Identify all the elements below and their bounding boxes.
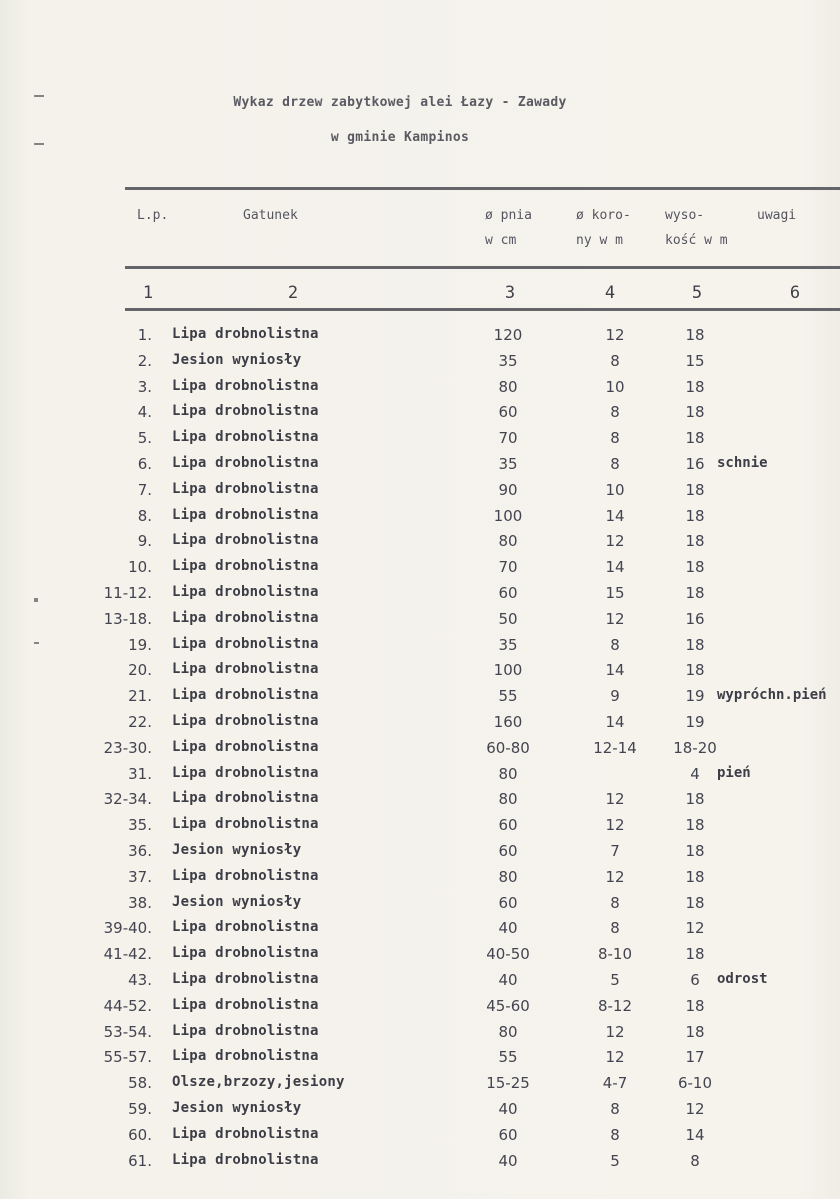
table-row <box>0 352 840 378</box>
height-cell: 18 <box>685 894 705 912</box>
row-number: 58. <box>128 1074 152 1092</box>
row-number: 60. <box>128 1126 152 1144</box>
remarks-cell: wypróchn.pień <box>717 687 827 703</box>
height-cell: 18 <box>685 584 705 602</box>
trunk-diameter-cell: 40 <box>498 1152 518 1170</box>
trunk-diameter-cell: 35 <box>498 352 518 370</box>
row-number: 61. <box>128 1152 152 1170</box>
crown-diameter-cell: 12 <box>605 1023 625 1041</box>
crown-diameter-cell: 8 <box>610 894 620 912</box>
trunk-diameter-cell: 35 <box>498 636 518 654</box>
table-row <box>0 816 840 842</box>
species-cell: Lipa drobnolistna <box>172 1126 319 1142</box>
trunk-diameter-cell: 60 <box>498 842 518 860</box>
table-row <box>0 1126 840 1152</box>
row-number: 23-30. <box>103 739 152 757</box>
height-cell: 18-20 <box>673 739 717 757</box>
species-cell: Jesion wyniosły <box>172 352 302 368</box>
header-pien-line1: ø pnia <box>485 208 532 223</box>
column-numbers-rule <box>125 308 840 311</box>
trunk-diameter-cell: 120 <box>493 326 523 344</box>
row-number: 10. <box>128 558 152 576</box>
remarks-cell: odrost <box>717 971 768 987</box>
header-wysokosc-line2: kość w m <box>665 233 728 248</box>
height-cell: 18 <box>685 326 705 344</box>
crown-diameter-cell: 5 <box>610 1152 620 1170</box>
crown-diameter-cell: 10 <box>605 378 625 396</box>
height-cell: 19 <box>685 687 705 705</box>
table-row <box>0 636 840 662</box>
height-cell: 18 <box>685 945 705 963</box>
row-number: 36. <box>128 842 152 860</box>
table-row <box>0 532 840 558</box>
trunk-diameter-cell: 60 <box>498 403 518 421</box>
trunk-diameter-cell: 80 <box>498 868 518 886</box>
crown-diameter-cell: 4-7 <box>602 1074 628 1092</box>
table-row <box>0 868 840 894</box>
height-cell: 18 <box>685 507 705 525</box>
table-row <box>0 894 840 920</box>
species-cell: Lipa drobnolistna <box>172 945 319 961</box>
table-row <box>0 997 840 1023</box>
column-number: 4 <box>604 283 616 303</box>
crown-diameter-cell: 14 <box>605 661 625 679</box>
crown-diameter-cell: 8 <box>610 403 620 421</box>
row-number: 3. <box>137 378 152 396</box>
species-cell: Lipa drobnolistna <box>172 868 319 884</box>
species-cell: Jesion wyniosły <box>172 842 302 858</box>
trunk-diameter-cell: 50 <box>498 610 518 628</box>
height-cell: 18 <box>685 481 705 499</box>
species-cell: Lipa drobnolistna <box>172 507 319 523</box>
trunk-diameter-cell: 60-80 <box>486 739 530 757</box>
height-cell: 18 <box>685 997 705 1015</box>
table-row <box>0 326 840 352</box>
header-lp: L.p. <box>137 208 169 223</box>
trunk-diameter-cell: 40 <box>498 919 518 937</box>
table-row <box>0 429 840 455</box>
species-cell: Lipa drobnolistna <box>172 687 319 703</box>
table-row <box>0 455 840 481</box>
species-cell: Lipa drobnolistna <box>172 790 319 806</box>
row-number: 55-57. <box>103 1048 152 1066</box>
trunk-diameter-cell: 100 <box>493 507 523 525</box>
species-cell: Lipa drobnolistna <box>172 661 319 677</box>
species-cell: Lipa drobnolistna <box>172 558 319 574</box>
crown-diameter-cell: 8 <box>610 429 620 447</box>
crown-diameter-cell: 8 <box>610 636 620 654</box>
crown-diameter-cell: 5 <box>610 971 620 989</box>
trunk-diameter-cell: 40-50 <box>486 945 530 963</box>
species-cell: Lipa drobnolistna <box>172 378 319 394</box>
crown-diameter-cell: 8 <box>610 352 620 370</box>
row-number: 38. <box>128 894 152 912</box>
height-cell: 17 <box>685 1048 705 1066</box>
row-number: 13-18. <box>103 610 152 628</box>
row-number: 7. <box>137 481 152 499</box>
height-cell: 18 <box>685 1023 705 1041</box>
trunk-diameter-cell: 55 <box>498 1048 518 1066</box>
table-row <box>0 1048 840 1074</box>
table-row <box>0 687 840 713</box>
height-cell: 16 <box>685 455 705 473</box>
row-number: 39-40. <box>103 919 152 937</box>
row-number: 6. <box>137 455 152 473</box>
species-cell: Lipa drobnolistna <box>172 636 319 652</box>
row-number: 8. <box>137 507 152 525</box>
crown-diameter-cell: 8 <box>610 1100 620 1118</box>
table-row <box>0 842 840 868</box>
row-number: 41-42. <box>103 945 152 963</box>
trunk-diameter-cell: 60 <box>498 1126 518 1144</box>
table-row <box>0 713 840 739</box>
height-cell: 18 <box>685 842 705 860</box>
trunk-diameter-cell: 70 <box>498 429 518 447</box>
species-cell: Lipa drobnolistna <box>172 481 319 497</box>
height-cell: 14 <box>685 1126 705 1144</box>
trunk-diameter-cell: 90 <box>498 481 518 499</box>
table-row <box>0 765 840 791</box>
species-cell: Lipa drobnolistna <box>172 403 319 419</box>
height-cell: 18 <box>685 636 705 654</box>
crown-diameter-cell: 12 <box>605 610 625 628</box>
species-cell: Jesion wyniosły <box>172 1100 302 1116</box>
row-number: 9. <box>137 532 152 550</box>
header-korona-line1: ø koro- <box>576 208 631 223</box>
table-row <box>0 610 840 636</box>
row-number: 43. <box>128 971 152 989</box>
row-number: 20. <box>128 661 152 679</box>
trunk-diameter-cell: 40 <box>498 1100 518 1118</box>
table-row <box>0 1023 840 1049</box>
table-row <box>0 739 840 765</box>
species-cell: Lipa drobnolistna <box>172 919 319 935</box>
row-number: 53-54. <box>103 1023 152 1041</box>
table-row <box>0 1100 840 1126</box>
crown-diameter-cell: 12 <box>605 1048 625 1066</box>
crown-diameter-cell: 7 <box>610 842 620 860</box>
height-cell: 18 <box>685 429 705 447</box>
row-number: 11-12. <box>103 584 152 602</box>
height-cell: 15 <box>685 352 705 370</box>
trunk-diameter-cell: 55 <box>498 687 518 705</box>
species-cell: Lipa drobnolistna <box>172 971 319 987</box>
height-cell: 6 <box>690 971 700 989</box>
species-cell: Lipa drobnolistna <box>172 584 319 600</box>
crown-diameter-cell: 8 <box>610 455 620 473</box>
species-cell: Lipa drobnolistna <box>172 765 319 781</box>
species-cell: Lipa drobnolistna <box>172 429 319 445</box>
crown-diameter-cell: 15 <box>605 584 625 602</box>
remarks-cell: pień <box>717 765 751 781</box>
row-number: 2. <box>137 352 152 370</box>
table-top-rule <box>125 187 840 190</box>
species-cell: Olsze,brzozy,jesiony <box>172 1074 345 1090</box>
document-subtitle: w gminie Kampinos <box>330 130 470 145</box>
height-cell: 18 <box>685 403 705 421</box>
trunk-diameter-cell: 160 <box>493 713 523 731</box>
crown-diameter-cell: 12-14 <box>593 739 637 757</box>
column-number: 5 <box>691 283 703 303</box>
species-cell: Lipa drobnolistna <box>172 455 319 471</box>
table-row <box>0 403 840 429</box>
trunk-diameter-cell: 45-60 <box>486 997 530 1015</box>
height-cell: 16 <box>685 610 705 628</box>
height-cell: 19 <box>685 713 705 731</box>
row-number: 32-34. <box>103 790 152 808</box>
height-cell: 18 <box>685 378 705 396</box>
crown-diameter-cell: 12 <box>605 790 625 808</box>
table-row <box>0 558 840 584</box>
crown-diameter-cell: 8-10 <box>597 945 633 963</box>
table-row <box>0 1074 840 1100</box>
height-cell: 18 <box>685 868 705 886</box>
crown-diameter-cell: 14 <box>605 713 625 731</box>
species-cell: Lipa drobnolistna <box>172 997 319 1013</box>
height-cell: 12 <box>685 1100 705 1118</box>
row-number: 59. <box>128 1100 152 1118</box>
trunk-diameter-cell: 60 <box>498 584 518 602</box>
species-cell: Lipa drobnolistna <box>172 1048 319 1064</box>
trunk-diameter-cell: 35 <box>498 455 518 473</box>
trunk-diameter-cell: 40 <box>498 971 518 989</box>
table-row <box>0 790 840 816</box>
species-cell: Lipa drobnolistna <box>172 532 319 548</box>
species-cell: Lipa drobnolistna <box>172 816 319 832</box>
row-number: 44-52. <box>103 997 152 1015</box>
trunk-diameter-cell: 80 <box>498 378 518 396</box>
species-cell: Lipa drobnolistna <box>172 1023 319 1039</box>
crown-diameter-cell: 14 <box>605 558 625 576</box>
height-cell: 12 <box>685 919 705 937</box>
row-number: 35. <box>128 816 152 834</box>
crown-diameter-cell: 8 <box>610 919 620 937</box>
species-cell: Jesion wyniosły <box>172 894 302 910</box>
species-cell: Lipa drobnolistna <box>172 326 319 342</box>
column-number: 3 <box>504 283 516 303</box>
column-number: 1 <box>142 283 154 303</box>
species-cell: Lipa drobnolistna <box>172 610 319 626</box>
species-cell: Lipa drobnolistna <box>172 713 319 729</box>
header-pien-line2: w cm <box>485 233 517 248</box>
row-number: 22. <box>128 713 152 731</box>
table-row <box>0 661 840 687</box>
height-cell: 4 <box>690 765 700 783</box>
trunk-diameter-cell: 80 <box>498 790 518 808</box>
trunk-diameter-cell: 80 <box>498 532 518 550</box>
column-number: 2 <box>287 283 299 303</box>
trunk-diameter-cell: 80 <box>498 1023 518 1041</box>
height-cell: 18 <box>685 661 705 679</box>
table-row <box>0 945 840 971</box>
height-cell: 18 <box>685 532 705 550</box>
column-number: 6 <box>789 283 801 303</box>
row-number: 1. <box>137 326 152 344</box>
trunk-diameter-cell: 15-25 <box>486 1074 530 1092</box>
row-number: 31. <box>128 765 152 783</box>
row-number: 5. <box>137 429 152 447</box>
crown-diameter-cell: 8 <box>610 1126 620 1144</box>
trunk-diameter-cell: 80 <box>498 765 518 783</box>
table-row <box>0 378 840 404</box>
crown-diameter-cell: 9 <box>610 687 620 705</box>
trunk-diameter-cell: 60 <box>498 894 518 912</box>
height-cell: 18 <box>685 790 705 808</box>
header-wysokosc-line1: wyso- <box>665 208 705 223</box>
crown-diameter-cell: 12 <box>605 532 625 550</box>
height-cell: 18 <box>685 558 705 576</box>
header-rule <box>125 266 840 269</box>
remarks-cell: schnie <box>717 455 768 471</box>
header-korona-line2: ny w m <box>576 233 623 248</box>
crown-diameter-cell: 12 <box>605 816 625 834</box>
document-title: Wykaz drzew zabytkowej alei Łazy - Zawady <box>233 95 567 110</box>
row-number: 19. <box>128 636 152 654</box>
crown-diameter-cell: 8-12 <box>597 997 633 1015</box>
trunk-diameter-cell: 60 <box>498 816 518 834</box>
table-row <box>0 971 840 997</box>
table-row <box>0 584 840 610</box>
row-number: 4. <box>137 403 152 421</box>
crown-diameter-cell: 10 <box>605 481 625 499</box>
table-row <box>0 919 840 945</box>
crown-diameter-cell: 12 <box>605 868 625 886</box>
height-cell: 8 <box>690 1152 700 1170</box>
height-cell: 6-10 <box>677 1074 713 1092</box>
crown-diameter-cell: 12 <box>605 326 625 344</box>
crown-diameter-cell: 14 <box>605 507 625 525</box>
height-cell: 18 <box>685 816 705 834</box>
header-uwagi: uwagi <box>757 208 797 223</box>
row-number: 37. <box>128 868 152 886</box>
header-gatunek: Gatunek <box>243 208 298 223</box>
species-cell: Lipa drobnolistna <box>172 1152 319 1168</box>
row-number: 21. <box>128 687 152 705</box>
trunk-diameter-cell: 100 <box>493 661 523 679</box>
table-row <box>0 481 840 507</box>
species-cell: Lipa drobnolistna <box>172 739 319 755</box>
trunk-diameter-cell: 70 <box>498 558 518 576</box>
table-row <box>0 1152 840 1178</box>
table-row <box>0 507 840 533</box>
